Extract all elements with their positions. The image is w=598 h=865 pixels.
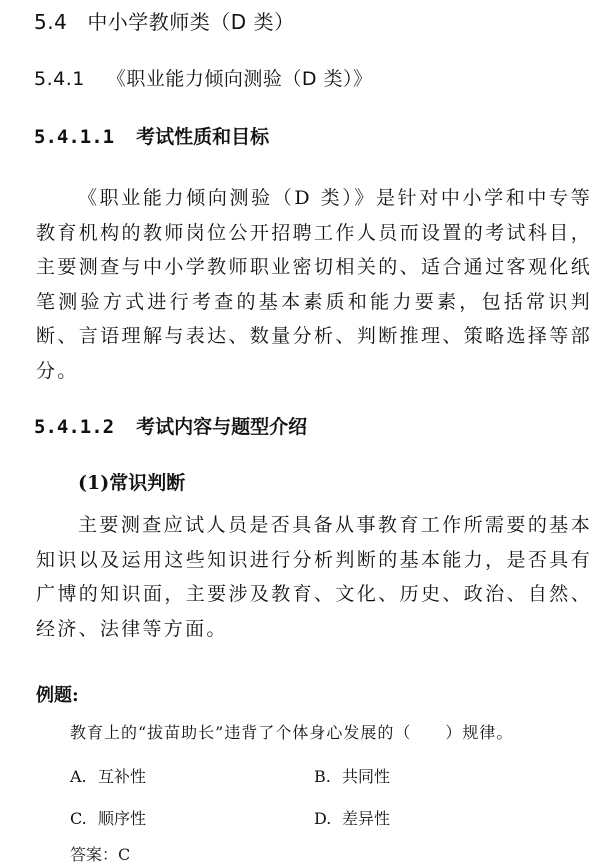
example-question: 教育上的“拔苗助长”违背了个体身心发展的（ ）规律。 (70, 723, 514, 742)
sub1-paragraph: 《职业能力倾向测验（D 类）》是针对中小学和中专等教育机构的教师岗位公开招聘工作人员而设置的考试科目，主要测查与中小学教师职业密切相关的、适合通过客观化纸笔测验方式进行考查的基本素质和能力要素，包括常识判断、言语理解与表达、数量分析、判断推理、策略选择等部分。 (36, 187, 592, 382)
answer-line-cutoff: 答案：C (70, 845, 131, 864)
subsection-title: 《职业能力倾向测验（D 类）》 (106, 68, 373, 90)
sub2-heading (34, 412, 307, 439)
option-c-letter: C. (70, 809, 87, 828)
option-d (314, 806, 390, 829)
section-title: 中小学教师类（D 类） (87, 10, 295, 34)
option-d-text: 差异性 (342, 809, 391, 828)
option-b-text: 共同性 (342, 767, 391, 786)
sub2-number: 5.4.1.2 (34, 416, 115, 438)
option-b (314, 764, 390, 787)
option-d-letter: D. (314, 809, 332, 828)
sub1-title: 考试性质和目标 (136, 126, 270, 148)
subsection-number: 5.4.1 (34, 68, 85, 90)
option-c (70, 806, 146, 829)
sub2-title: 考试内容与题型介绍 (136, 416, 308, 438)
part1-heading: (1)常识判断 (78, 472, 186, 494)
sub1-heading (34, 122, 269, 149)
option-b-letter: B. (314, 767, 331, 786)
option-a-text: 互补性 (98, 767, 147, 786)
option-a (70, 764, 146, 787)
subsection-heading (34, 64, 373, 91)
section-heading (34, 6, 295, 35)
part1-paragraph: 主要测查应试人员是否具备从事教育工作所需要的基本知识以及运用这些知识进行分析判断的基本能力，是否具有广博的知识面，主要涉及教育、文化、历史、政治、自然、经济、法律等方面。 (36, 514, 592, 640)
option-a-letter: A. (70, 767, 87, 786)
example-label: 例题: (36, 685, 79, 706)
option-c-text: 顺序性 (98, 809, 147, 828)
section-number: 5.4 (34, 10, 68, 34)
sub1-number: 5.4.1.1 (34, 126, 115, 148)
